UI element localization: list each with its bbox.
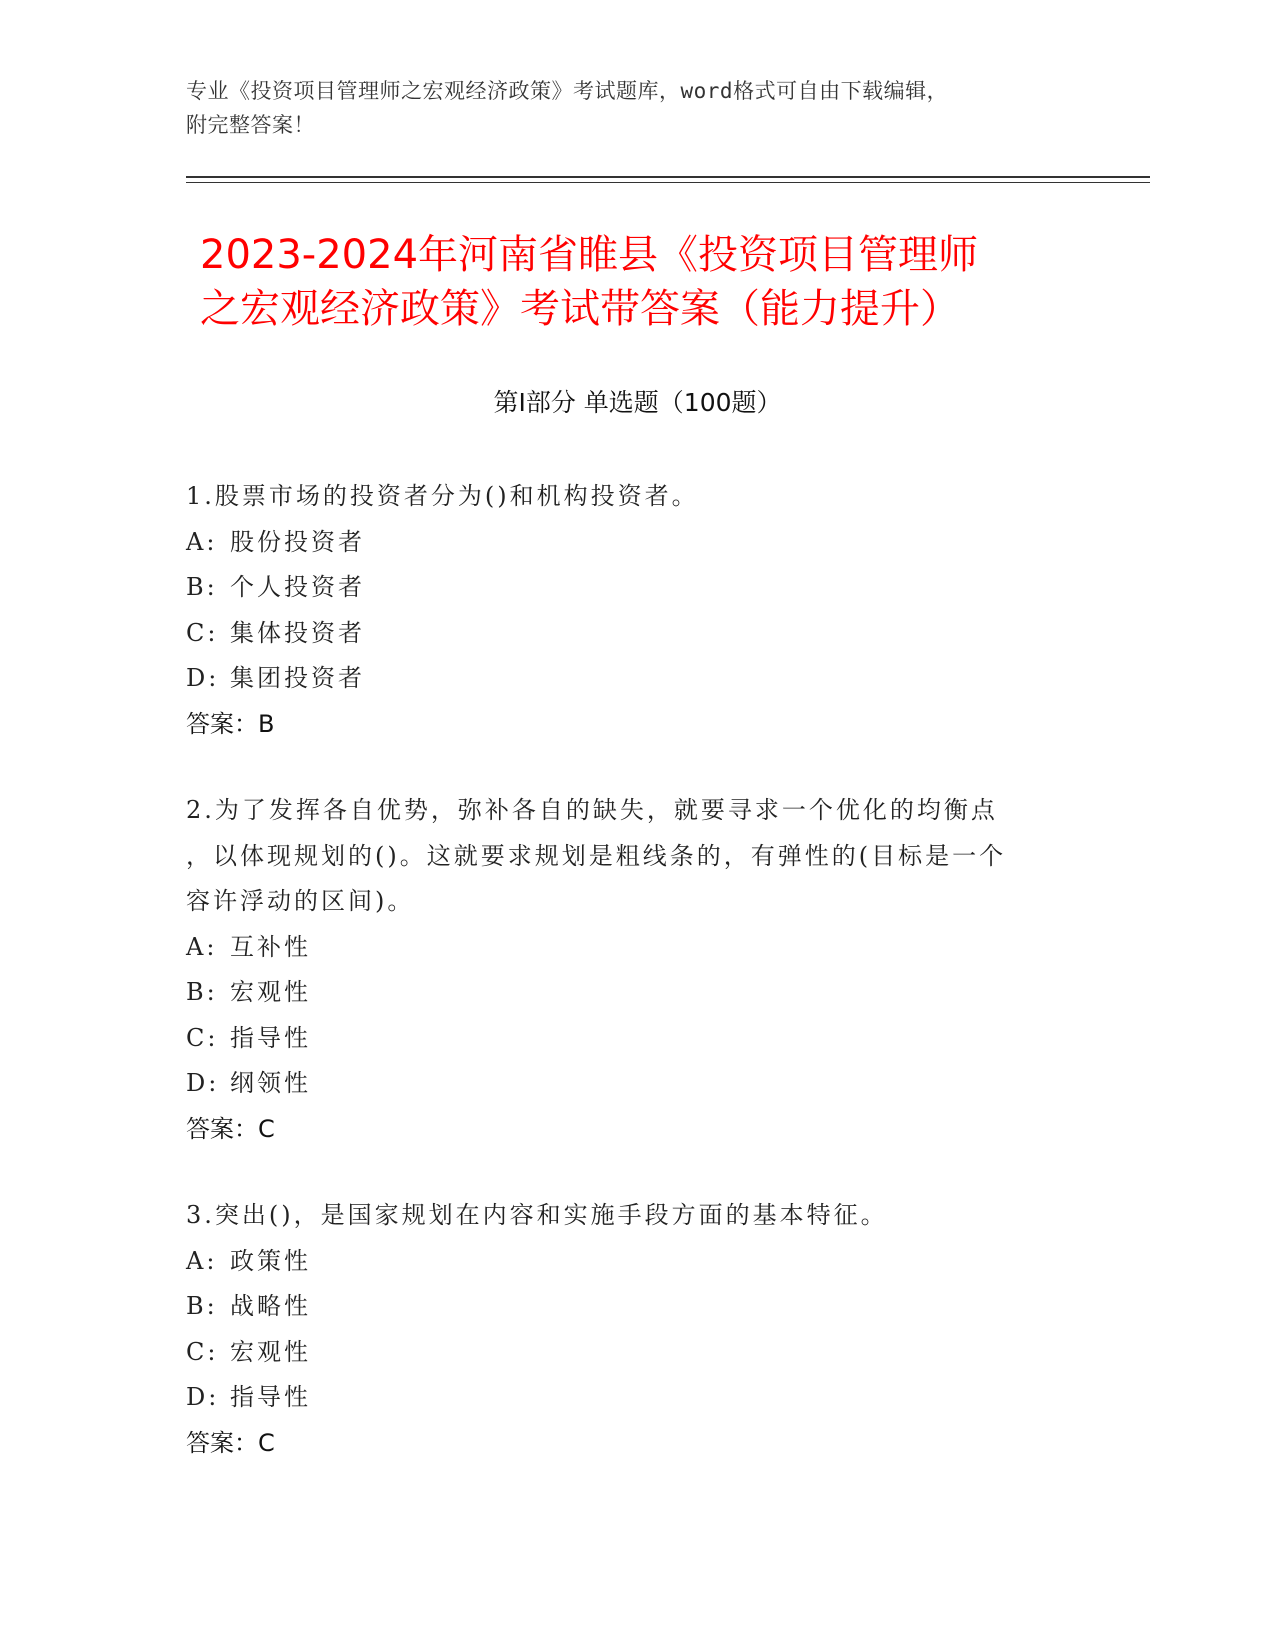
header-divider-thin [186,182,1150,183]
option-letter: B: [186,1292,218,1320]
option-c [186,611,1086,657]
option-letter: B: [186,573,218,601]
option-letter: D: [186,1069,220,1097]
option-d [186,656,1086,702]
option-letter: C: [186,1337,219,1366]
option-letter: C: [186,618,219,647]
option-d [186,1375,1086,1421]
option-text: 集团投资者 [230,664,365,692]
option-b [186,970,1086,1016]
header-note-line-1: 专业《投资项目管理师之宏观经济政策》考试题库，word格式可自由下载编辑， [186,79,949,103]
question-stem: 3.突出()，是国家规划在内容和实施手段方面的基本特征。 [186,1201,888,1229]
option-a [186,925,1086,971]
answer-line: 答案：B [186,709,275,738]
option-text: 互补性 [230,932,311,961]
question-stem-line-1: 2.为了发挥各自优势，弥补各自的缺失，就要寻求一个优化的均衡点 [186,796,998,824]
option-text: 指导性 [230,1023,311,1052]
option-text: 宏观性 [230,978,311,1006]
option-a [186,520,1086,566]
option-d [186,1061,1086,1107]
option-text: 个人投资者 [230,573,365,601]
document-title-line-1: 2023-2024年河南省睢县《投资项目管理师 [200,232,979,278]
question-list [186,474,1086,1507]
header-note-line-2: 附完整答案！ [186,113,315,137]
option-a [186,1239,1086,1285]
option-text: 集体投资者 [230,618,365,647]
option-text: 指导性 [230,1383,311,1411]
option-text: 股份投资者 [230,527,365,556]
option-letter: A: [186,527,218,556]
option-letter: D: [186,1383,220,1411]
question-stem-line-2: ，以体现规划的()。这就要求规划是粗线条的，有弹性的(目标是一个 [186,841,1007,870]
option-text: 宏观性 [230,1337,311,1366]
option-letter: D: [186,664,220,692]
question-stem-line-3: 容许浮动的区间)。 [186,887,415,915]
header-divider-thick [186,176,1150,178]
option-b [186,565,1086,611]
question-stem: 1.股票市场的投资者分为()和机构投资者。 [186,482,699,510]
header-note [186,74,1066,142]
option-letter: B: [186,978,218,1006]
option-text: 战略性 [230,1292,311,1320]
option-c [186,1330,1086,1376]
option-letter: A: [186,932,218,961]
option-letter: A: [186,1246,218,1275]
answer-line: 答案：C [186,1428,275,1457]
question-3 [186,1193,1086,1466]
option-text: 政策性 [230,1246,311,1275]
section-title: 第Ⅰ部分 单选题（100题） [493,388,782,417]
question-2 [186,788,1086,1152]
option-c [186,1016,1086,1062]
document-title-line-2: 之宏观经济政策》考试带答案（能力提升） [200,286,960,332]
option-letter: C: [186,1023,219,1052]
option-b [186,1284,1086,1330]
question-1 [186,474,1086,747]
answer-line: 答案：C [186,1114,275,1143]
option-text: 纲领性 [230,1069,311,1097]
document-title [200,228,1080,336]
